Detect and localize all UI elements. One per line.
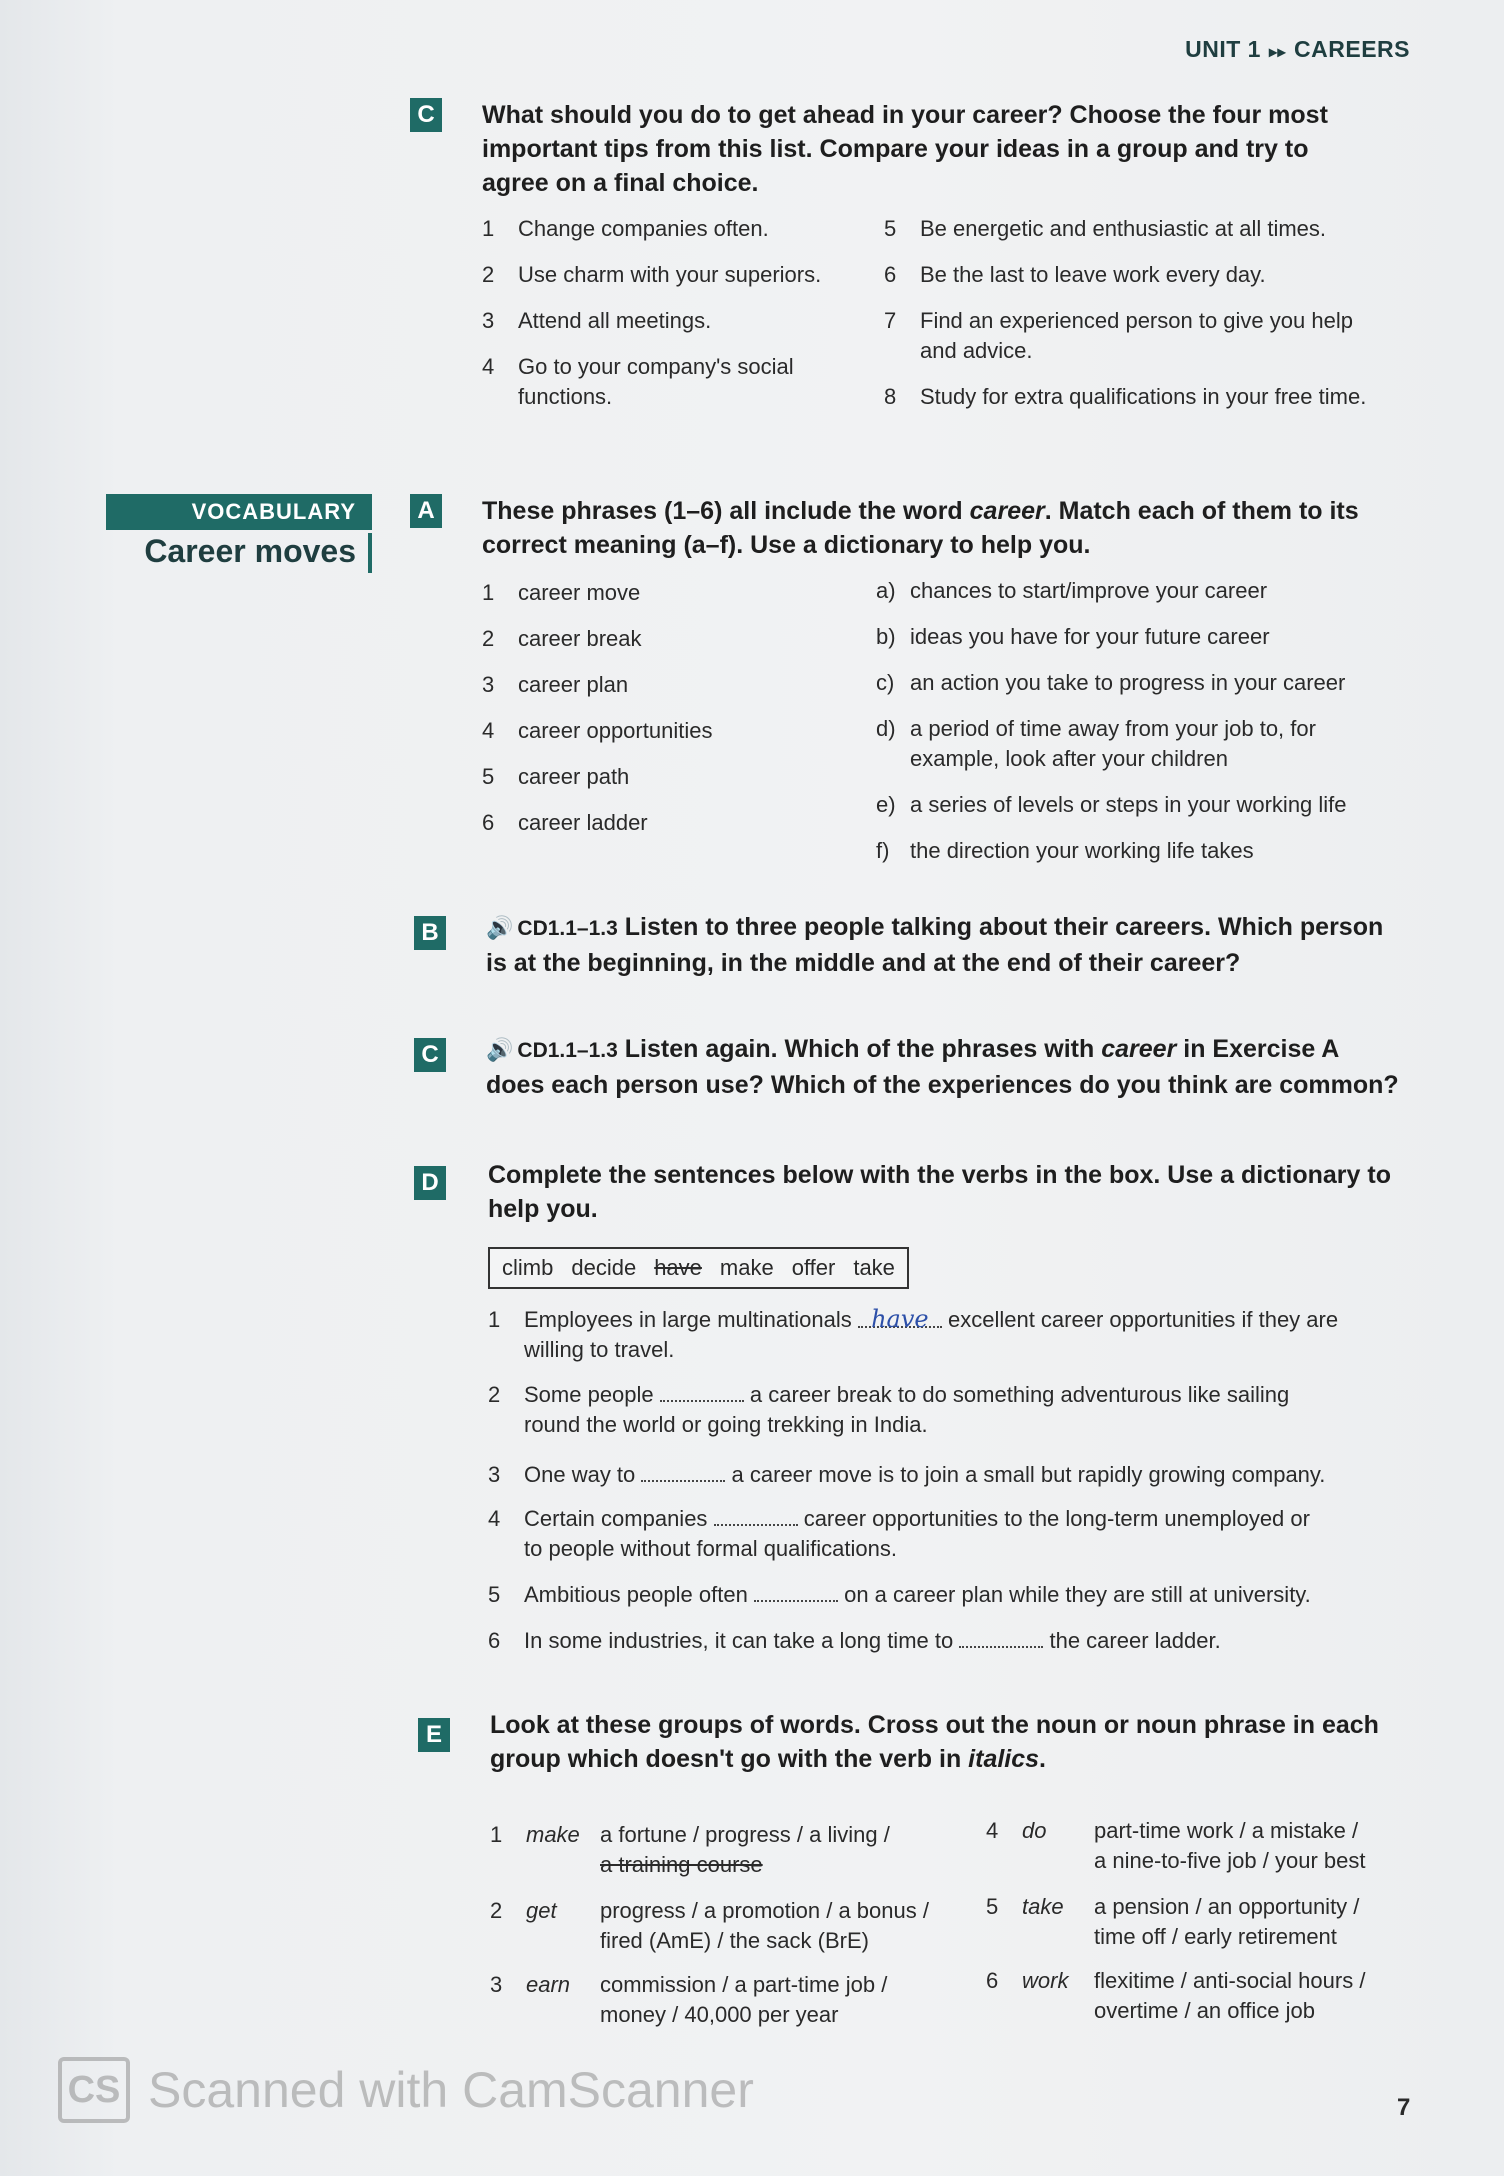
tip-item-2: 2 Use charm with your superiors. [482, 262, 822, 287]
audio-speaker-icon: 🔊 [486, 1037, 514, 1062]
tip-item-3: 3 Attend all meetings. [482, 308, 712, 333]
phrase-item-6: 6 career ladder [482, 810, 648, 835]
phrase-item-3: 3 career plan [482, 672, 629, 697]
exercise-d-instruction: Complete the sentences below with the verbs in the box. Use a dictionary to help you. [488, 1161, 1391, 1223]
box-word-make: make [719, 1255, 774, 1280]
exercise-a-letter: A [410, 494, 442, 528]
exercise-b-letter: B [414, 916, 446, 950]
phrase-item-4: 4 career opportunities [482, 718, 713, 743]
tip-item-6: 6 Be the last to leave work every day. [884, 262, 1266, 287]
verb-group-3: 3 earn commission / a part-time job / money / 40,000 per year [490, 1972, 888, 2027]
box-word-climb: climb [502, 1255, 554, 1280]
exercise-c-second-letter: C [414, 1038, 446, 1072]
answer-blank[interactable] [754, 1578, 838, 1602]
exercise-a-instruction: These phrases (1–6) all include the word career. Match each of them to its correct meaning (a–f). Use a dictionary to help you. [482, 497, 1359, 559]
sentence-item-4: 4 Certain companies career opportunities to the long-term unemployed or to people without formal qualifications. [488, 1502, 1310, 1564]
phrase-item-2: 2 career break [482, 626, 642, 651]
exercise-d-letter: D [414, 1166, 446, 1200]
exercise-c-top-letter: C [410, 98, 442, 132]
tip-item-1: 1 Change companies often. [482, 216, 769, 241]
camscanner-logo-icon: CS [58, 2057, 130, 2123]
answer-blank[interactable] [660, 1378, 744, 1402]
page-number: 7 [1397, 2094, 1411, 2121]
box-word-decide: decide [571, 1255, 637, 1280]
phrase-item-1: 1 career move [482, 580, 641, 605]
verb-group-6: 6 work flexitime / anti-social hours / overtime / an office job [986, 1968, 1366, 2023]
meaning-item-b: b) ideas you have for your future career [876, 624, 1270, 649]
answer-blank[interactable] [714, 1502, 798, 1526]
audio-speaker-icon: 🔊 [486, 915, 514, 940]
sentence-item-1: 1 Employees in large multinationals have excellent career opportunities if they are willing to travel. [488, 1305, 1339, 1362]
sentence-item-5: 5 Ambitious people often on a career plan while they are still at university. [488, 1578, 1311, 1610]
vocabulary-accent-bar [368, 533, 372, 573]
verb-group-4: 4 do part-time work / a mistake / a nine-to-five job / your best [986, 1818, 1366, 1873]
phrase-item-5: 5 career path [482, 764, 630, 789]
meaning-item-a: a) chances to start/improve your career [876, 578, 1268, 603]
unit-header [1185, 36, 1410, 63]
meaning-item-f: f) the direction your working life takes [876, 838, 1254, 863]
meaning-item-d: d) a period of time away from your job to, for example, look after your children [876, 716, 1316, 771]
sentence-item-2: 2 Some people a career break to do something adventurous like sailing round the world or going trekking in India. [488, 1378, 1289, 1440]
sentence-item-3: 3 One way to a career move is to join a small but rapidly growing company. [488, 1458, 1325, 1490]
crossed-out-phrase: a training course [600, 1852, 763, 1877]
verb-group-5: 5 take a pension / an opportunity / time off / early retirement [986, 1894, 1360, 1949]
double-arrow-icon: ▸▸ [1268, 44, 1287, 61]
unit-label: UNIT 1 [1185, 36, 1261, 62]
tip-item-5: 5 Be energetic and enthusiastic at all times. [884, 216, 1327, 241]
answer-blank[interactable]: have [858, 1304, 942, 1328]
tip-item-8: 8 Study for extra qualifications in your free time. [884, 384, 1367, 409]
exercise-c-second-instruction: 🔊 CD1.1–1.3 Listen again. Which of the phrases with career in Exercise A does each person use? Which of the experiences do you think are common? [486, 1035, 1399, 1099]
unit-title: CAREERS [1294, 36, 1410, 62]
sentence-item-6: 6 In some industries, it can take a long time to the career ladder. [488, 1624, 1221, 1656]
tip-item-4: 4 Go to your company's social functions. [482, 354, 794, 409]
camscanner-watermark [58, 2057, 754, 2123]
answer-blank[interactable] [641, 1458, 725, 1482]
box-word-take: take [853, 1255, 895, 1280]
tip-item-7: 7 Find an experienced person to give you help and advice. [884, 308, 1353, 363]
verb-group-1: 1 make a fortune / progress / a living / a training course [490, 1822, 890, 1877]
vocabulary-subtitle: Career moves [144, 533, 356, 569]
exercise-c-top-instruction: What should you do to get ahead in your career? Choose the four most important tips from this list. Compare your ideas in a group and try to agree on a final choice. [482, 101, 1328, 197]
watermark-text: Scanned with CamScanner [148, 2062, 754, 2118]
exercise-e-letter: E [418, 1718, 450, 1752]
exercise-e-instruction: Look at these groups of words. Cross out the noun or noun phrase in each group which doesn't go with the verb in italics. [490, 1711, 1379, 1773]
verb-group-2: 2 get progress / a promotion / a bonus / fired (AmE) / the sack (BrE) [490, 1898, 929, 1953]
exercise-b-instruction: 🔊 CD1.1–1.3 Listen to three people talking about their careers. Which person is at the beginning, in the middle and at the end of their career? [486, 913, 1384, 977]
meaning-item-e: e) a series of levels or steps in your working life [876, 792, 1347, 817]
vocabulary-banner: VOCABULARY [106, 494, 372, 530]
answer-blank[interactable] [959, 1624, 1043, 1648]
meaning-item-c: c) an action you take to progress in your career [876, 670, 1346, 695]
verb-word-box [488, 1247, 909, 1289]
box-word-have: have [654, 1255, 702, 1280]
box-word-offer: offer [791, 1255, 836, 1280]
